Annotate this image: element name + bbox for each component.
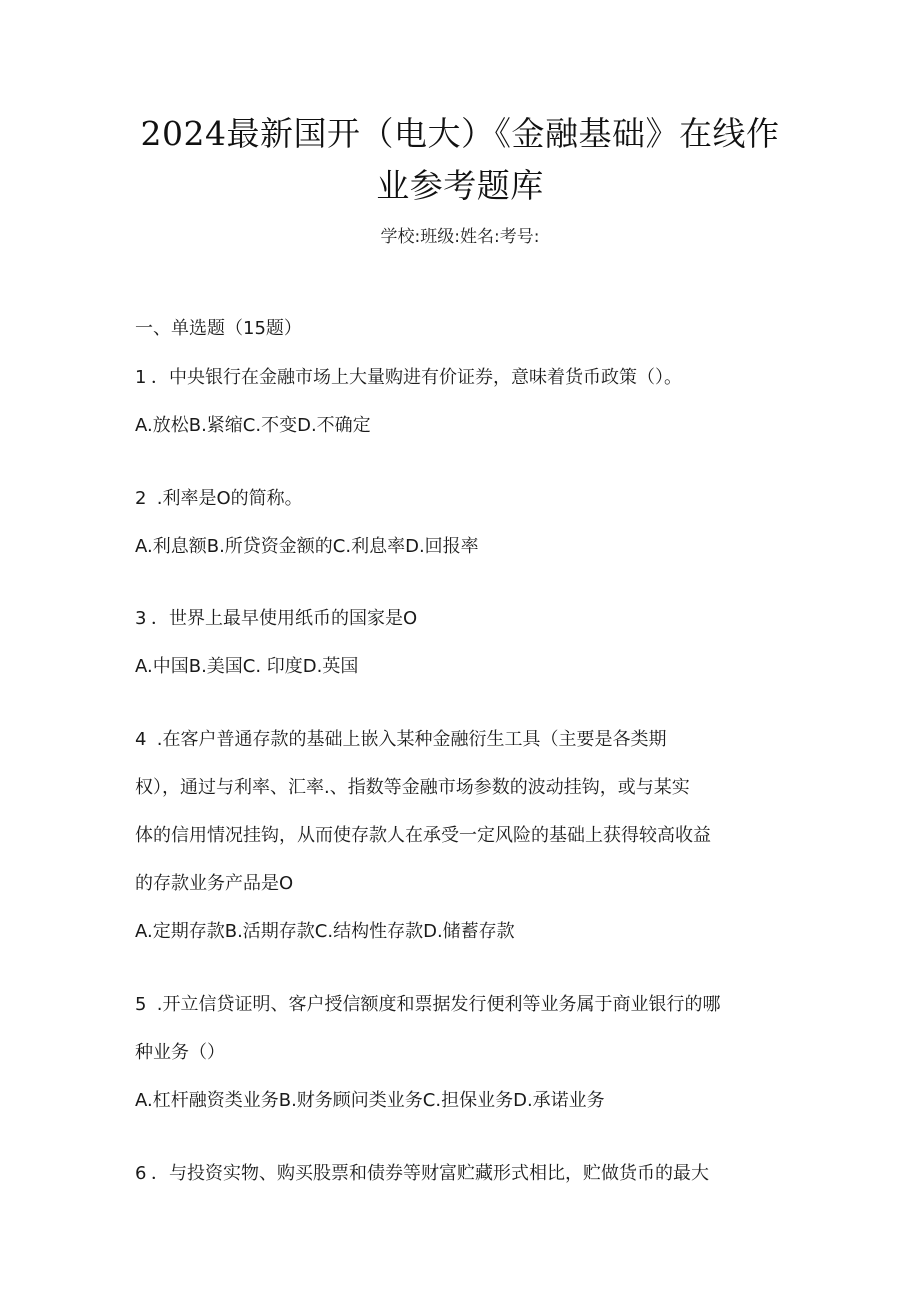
question-5-line-1: .开立信贷证明、客户授信额度和票据发行便利等业务属于商业银行的哪	[151, 994, 721, 1015]
question-2-text	[135, 484, 303, 510]
question-6-line-1: ．与投资实物、购买股票和债券等财富贮藏形式相比，贮做货币的最大	[151, 1163, 709, 1184]
question-1-line-1: ．中央银行在金融市场上大量购进有价证券，意味着货币政策（）。	[151, 367, 682, 388]
question-6-text	[135, 1159, 709, 1185]
question-4-number: 4	[135, 729, 147, 750]
question-1-text	[135, 363, 682, 389]
question-3-options: A.中国B.美国C. 印度D.英国	[135, 656, 359, 677]
student-info-fields: 学校:班级:姓名:考号:	[380, 227, 540, 247]
question-5-number: 5	[135, 994, 147, 1015]
question-6-number: 6	[135, 1163, 147, 1184]
question-5-line-2: 种业务（）	[135, 1042, 225, 1063]
question-5-options: A.杠杆融资类业务B.财务顾问类业务C.担保业务D.承诺业务	[135, 1090, 605, 1111]
question-3-number: 3	[135, 608, 147, 629]
question-5-text	[135, 990, 720, 1016]
question-4-options: A.定期存款B.活期存款C.结构性存款D.储蓄存款	[135, 921, 515, 942]
question-2-options: A.利息额B.所贷资金额的C.利息率D.回报率	[135, 536, 479, 557]
question-3-text	[135, 604, 417, 630]
question-4-line-1: .在客户普通存款的基础上嵌入某种金融衍生工具（主要是各类期	[151, 729, 667, 750]
question-1-options: A.放松B.紧缩C.不变D.不确定	[135, 415, 371, 436]
question-2-number: 2	[135, 488, 147, 509]
question-4-line-2: 权），通过与利率、汇率.、指数等金融市场参数的波动挂钩，或与某实	[135, 777, 690, 798]
section-heading: 一、单选题（15题）	[135, 318, 302, 339]
question-1-number: 1	[135, 367, 147, 388]
document-title-line-1: 2024最新国开（电大）《金融基础》在线作	[140, 114, 780, 153]
question-4-line-4: 的存款业务产品是O	[135, 873, 294, 894]
question-2-line-1: .利率是O的简称。	[151, 488, 303, 509]
question-4-line-3: 体的信用情况挂钩，从而使存款人在承受一定风险的基础上获得较高收益	[135, 825, 711, 846]
question-4-text	[135, 725, 666, 751]
document-title-line-2: 业参考题库	[376, 166, 544, 205]
question-3-line-1: ．世界上最早使用纸币的国家是O	[151, 608, 418, 629]
